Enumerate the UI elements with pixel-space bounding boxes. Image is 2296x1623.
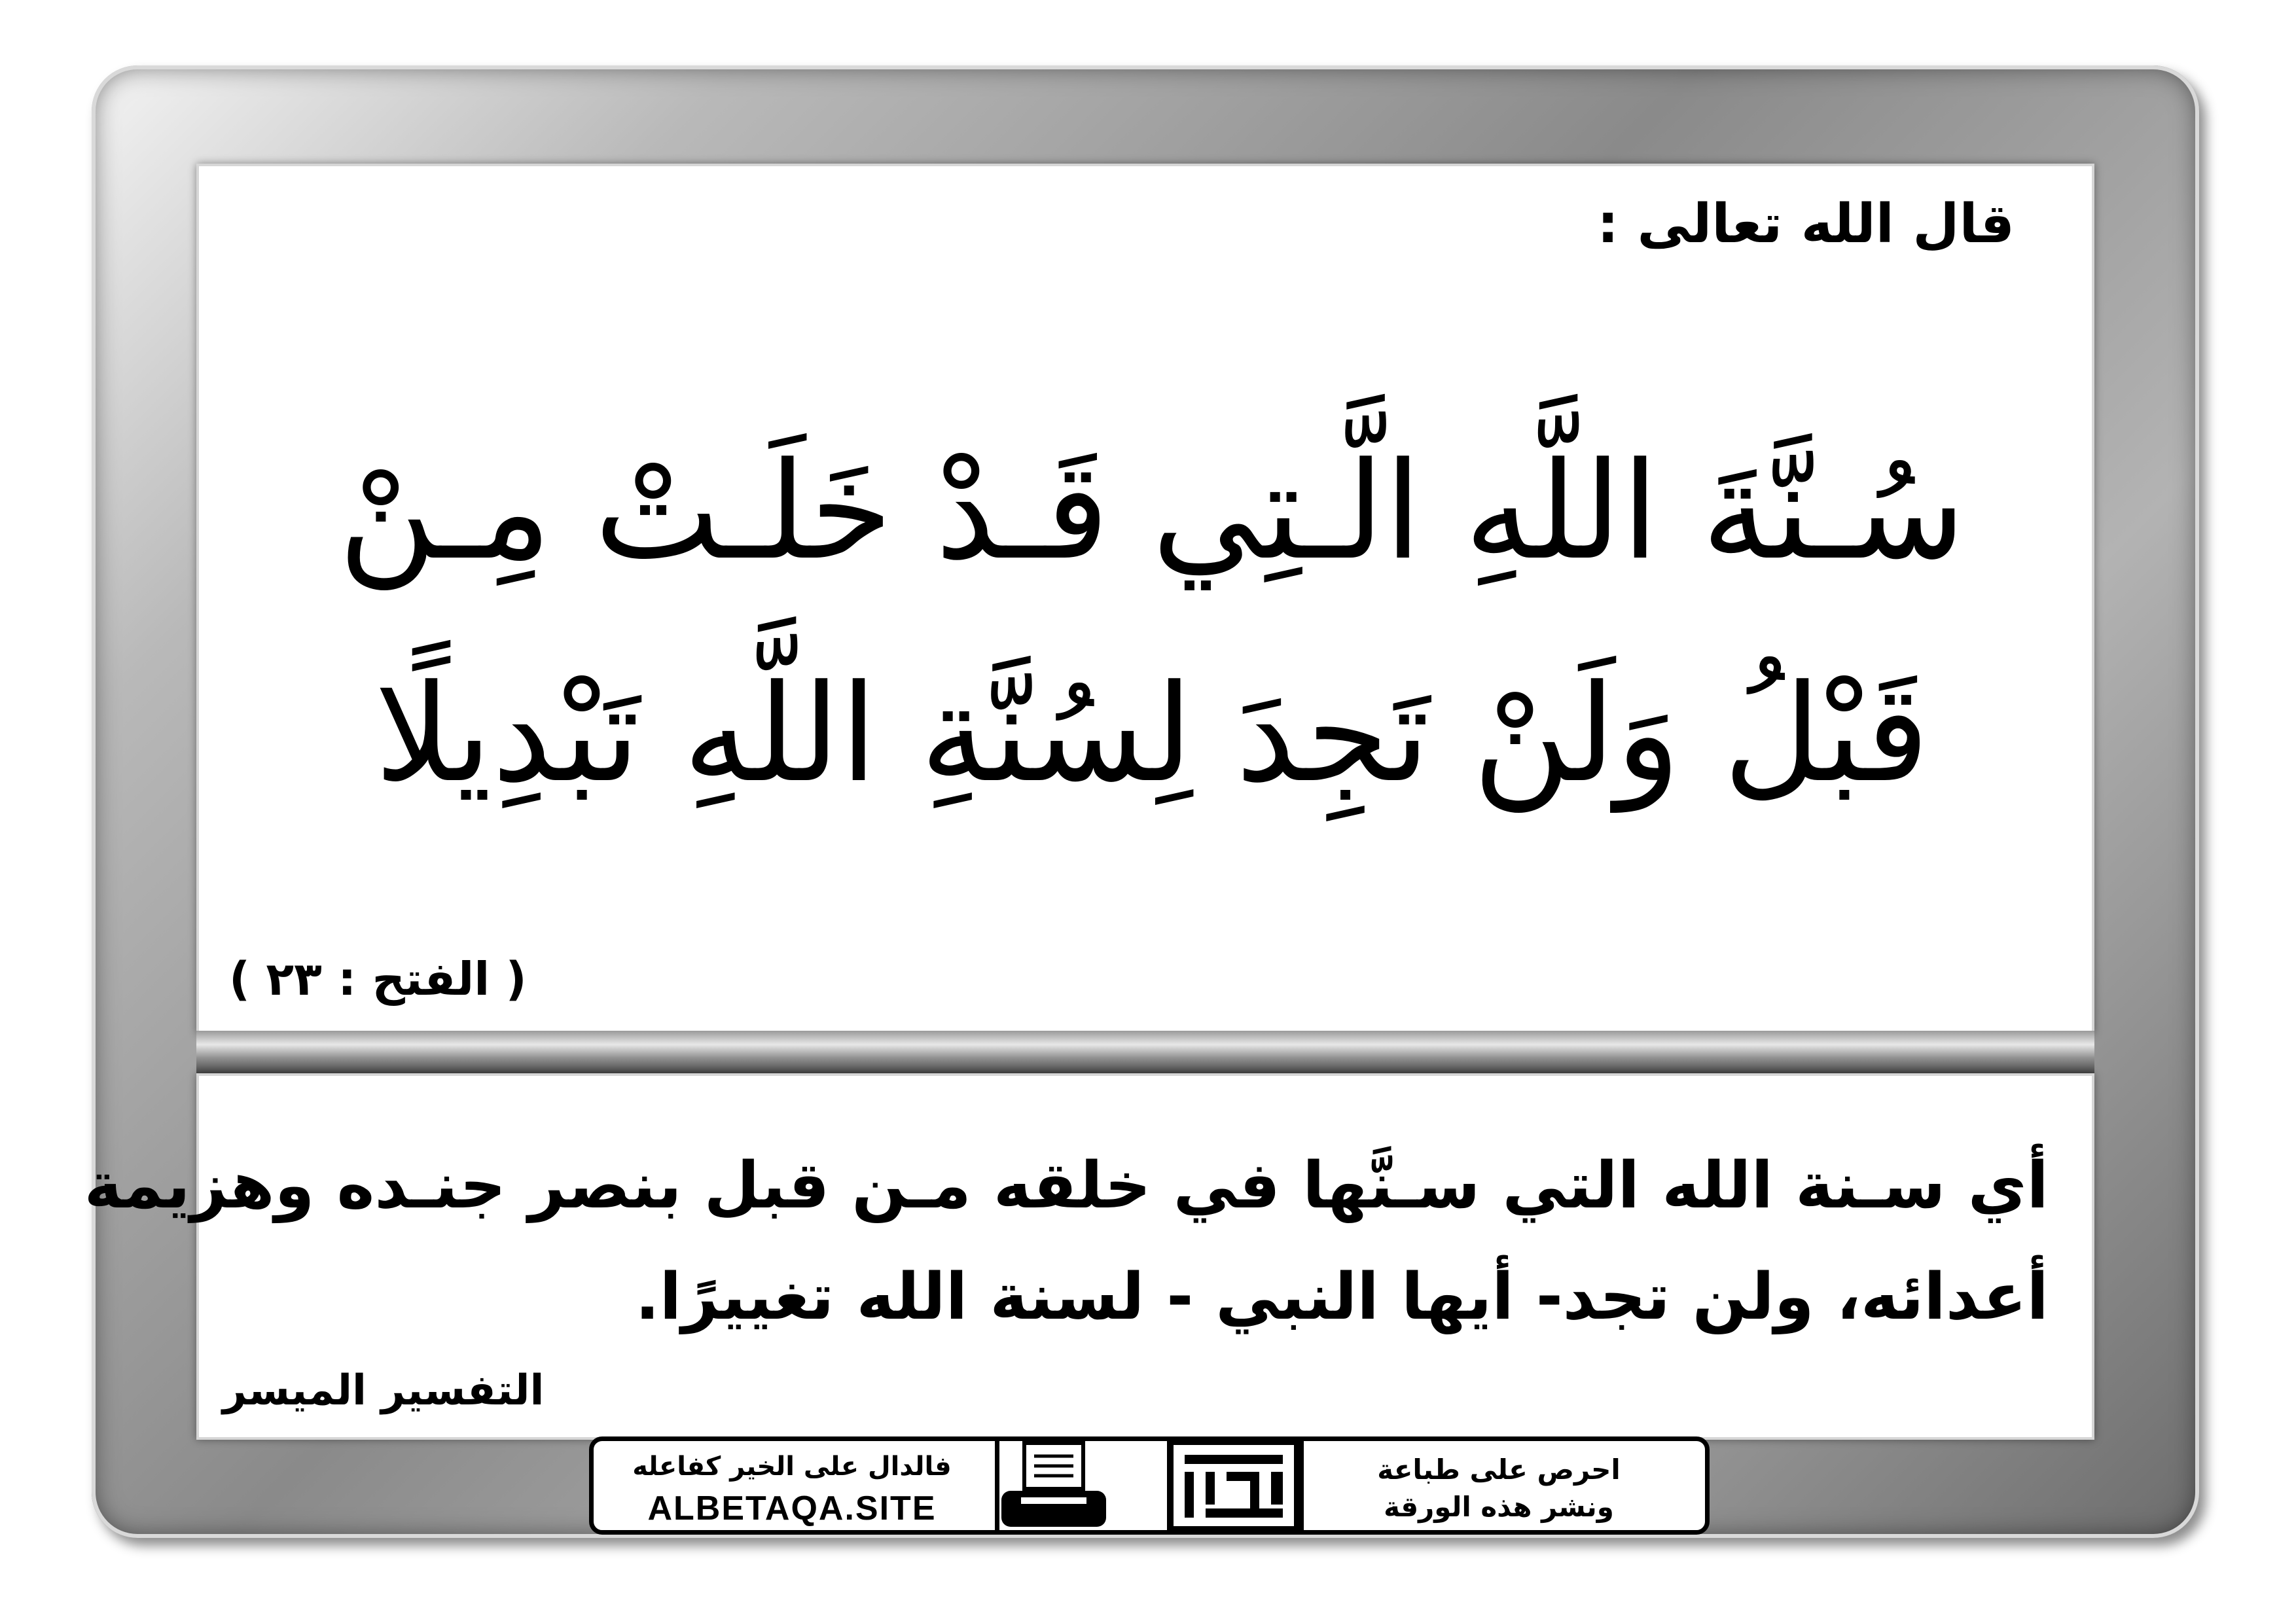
- verse-intro: قال الله تعالى :: [1597, 193, 2015, 255]
- verse-reference: ( الفتح : ٢٣ ): [229, 952, 527, 1006]
- printer-icon: [995, 1440, 1113, 1531]
- frame-divider: [196, 1031, 2094, 1077]
- tafsir-line-2: أعدائه، ولن تجد- أيها النبي - لسنة الله تغييرًا.: [635, 1260, 2049, 1334]
- footer-cta: [1316, 1452, 1682, 1525]
- footer-cta-line-2: ونشر هذه الورقة: [1384, 1490, 1614, 1523]
- tafsir-line-1: أي سـنة الله التي سـنَّها في خلقه مـن قبل بنصر جنـده وهزيمة: [84, 1149, 2049, 1223]
- tafsir-source: التفسير الميسر: [223, 1366, 545, 1415]
- footer-site-link[interactable]: ALBETAQA.SITE: [647, 1489, 937, 1527]
- footer-tagline: فالدال على الخير كفاعله: [632, 1452, 952, 1482]
- verse-line-2: قَبْلُ وَلَنْ تَجِدَ لِسُنَّةِ اللَّهِ تَبْدِيلًا: [374, 656, 1929, 812]
- verse-panel: [196, 164, 2094, 1034]
- albetaqa-logo: [1165, 1436, 1302, 1535]
- verse-line-1: سُـنَّةَ اللَّهِ الَّـتِي قَـدْ خَلَـتْ مِـنْ: [338, 434, 1966, 590]
- footer-cta-line-1: احرص على طباعة: [1377, 1454, 1621, 1486]
